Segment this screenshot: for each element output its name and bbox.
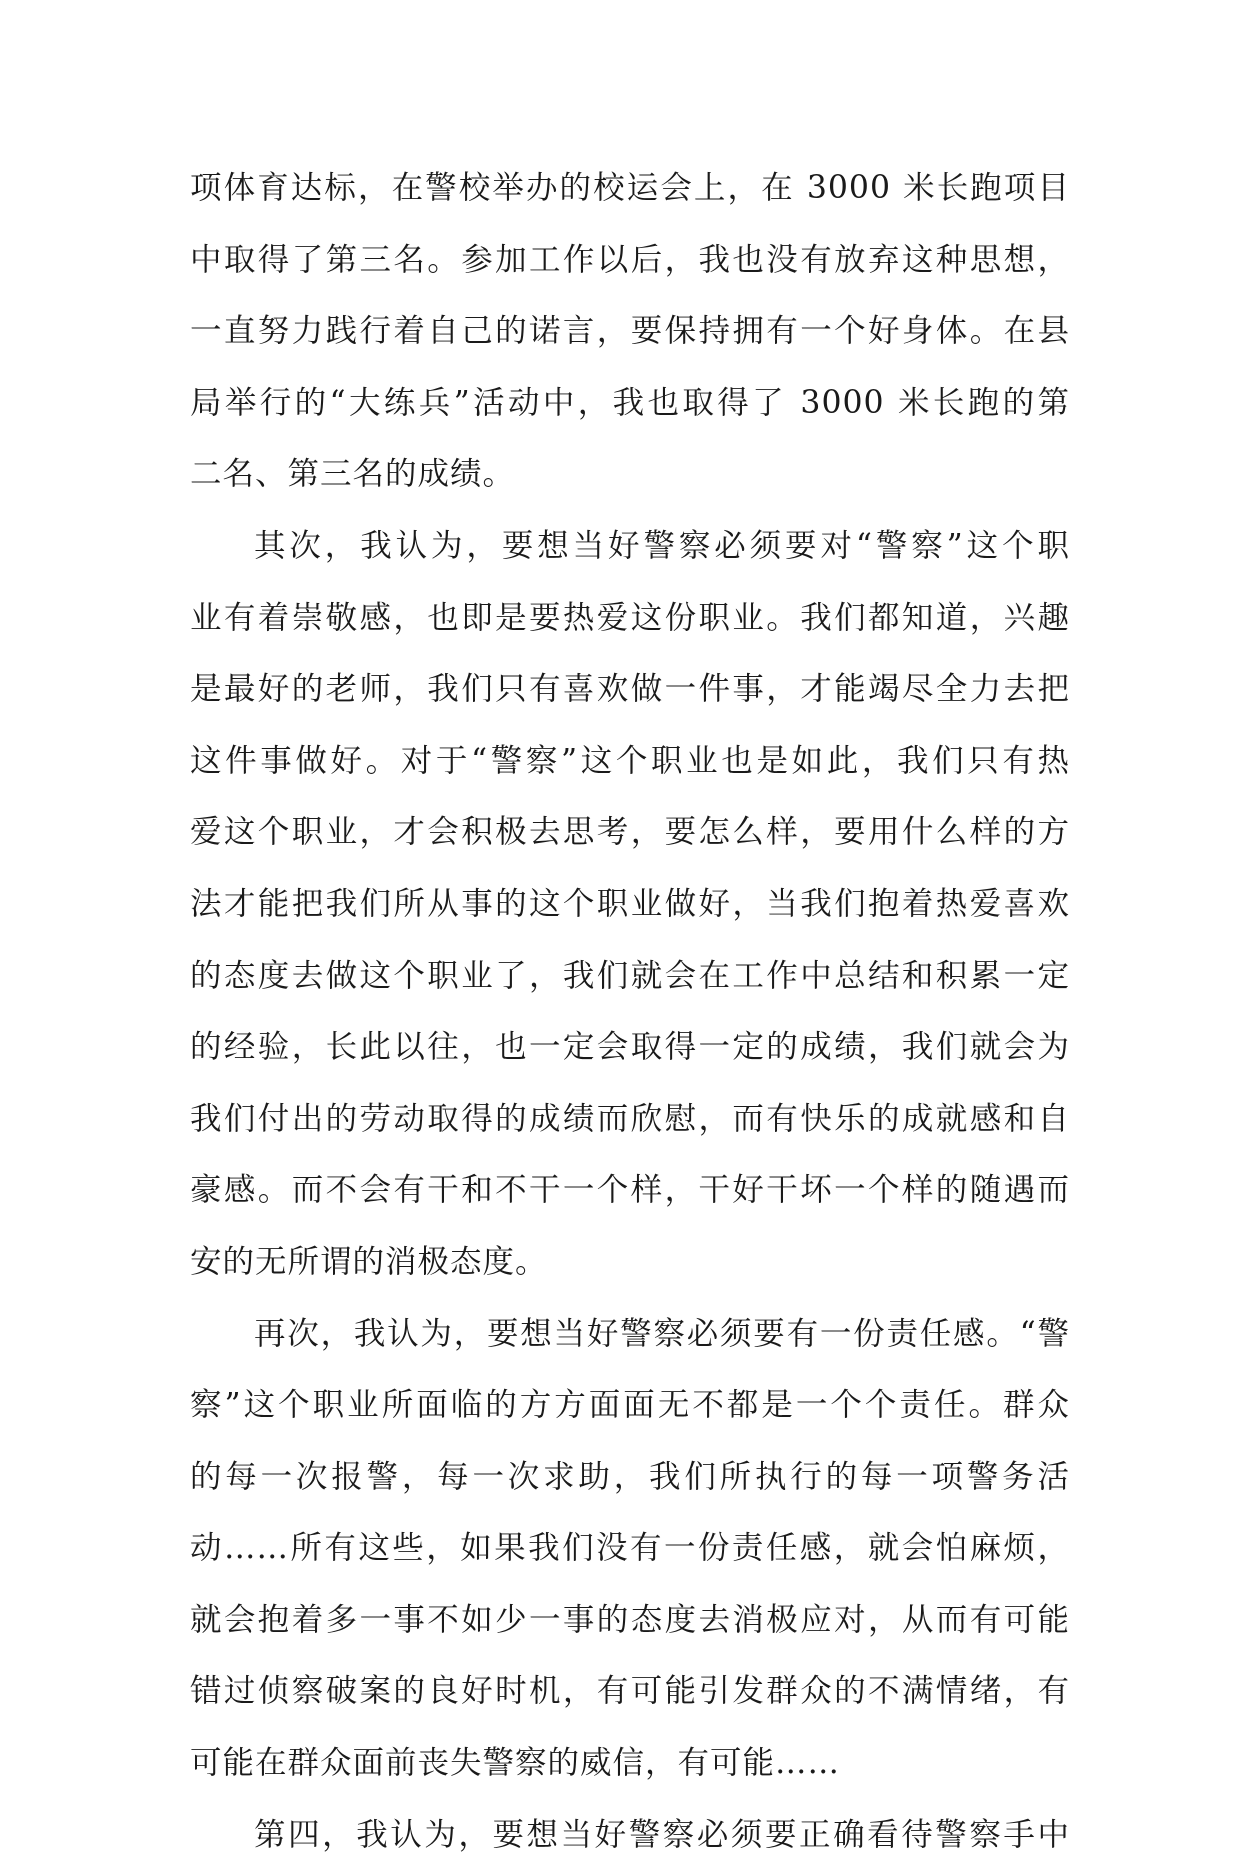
text-line: 二名、第三名的成绩。 xyxy=(190,456,516,493)
text-line: 业有着崇敬感，也即是要热爱这份职业。我们都知道，兴趣 xyxy=(190,599,1070,636)
text-line: 中取得了第三名。参加工作以后，我也没有放弃这种思想， xyxy=(190,241,1070,278)
text-line: 是最好的老师，我们只有喜欢做一件事，才能竭尽全力去把 xyxy=(190,671,1070,708)
text-line: 可能在群众面前丧失警察的威信，有可能…… xyxy=(190,1745,841,1782)
paragraph-start-line: 其次，我认为，要想当好警察必须要对“警察”这个职 xyxy=(254,527,1070,564)
text-line: 就会抱着多一事不如少一事的态度去消极应对，从而有可能 xyxy=(190,1601,1070,1638)
text-line: 错过侦察破案的良好时机，有可能引发群众的不满情绪，有 xyxy=(190,1673,1070,1710)
text-line: 一直努力践行着自己的诺言，要保持拥有一个好身体。在县 xyxy=(190,313,1070,350)
text-line: 这件事做好。对于“警察”这个职业也是如此，我们只有热 xyxy=(190,742,1070,779)
text-line: 项体育达标，在警校举办的校运会上，在 3000 米长跑项目 xyxy=(190,170,1070,206)
text-line: 局举行的“大练兵”活动中，我也取得了 3000 米长跑的第 xyxy=(190,384,1070,421)
text-line: 爱这个职业，才会积极去思考，要怎么样，要用什么样的方 xyxy=(190,814,1070,851)
text-line: 的每一次报警，每一次求助，我们所执行的每一项警务活 xyxy=(190,1458,1070,1495)
text-line: 我们付出的劳动取得的成绩而欣慰，而有快乐的成就感和自 xyxy=(190,1100,1070,1137)
body-text xyxy=(190,153,1070,1871)
text-line: 的态度去做这个职业了，我们就会在工作中总结和积累一定 xyxy=(190,957,1070,994)
text-line: 察”这个职业所面临的方方面面无不都是一个个责任。群众 xyxy=(190,1387,1070,1424)
text-line: 安的无所谓的消极态度。 xyxy=(190,1243,548,1280)
text-line: 法才能把我们所从事的这个职业做好，当我们抱着热爱喜欢 xyxy=(190,885,1070,922)
text-line: 豪感。而不会有干和不干一个样，干好干坏一个样的随遇而 xyxy=(190,1172,1070,1209)
text-line: 的经验，长此以往，也一定会取得一定的成绩，我们就会为 xyxy=(190,1029,1070,1066)
paragraph-start-line: 再次，我认为，要想当好警察必须要有一份责任感。“警 xyxy=(254,1315,1070,1352)
text-line: 动……所有这些，如果我们没有一份责任感，就会怕麻烦， xyxy=(190,1530,1070,1567)
paragraph-start-line: 第四，我认为，要想当好警察必须要正确看待警察手中 xyxy=(254,1816,1070,1853)
